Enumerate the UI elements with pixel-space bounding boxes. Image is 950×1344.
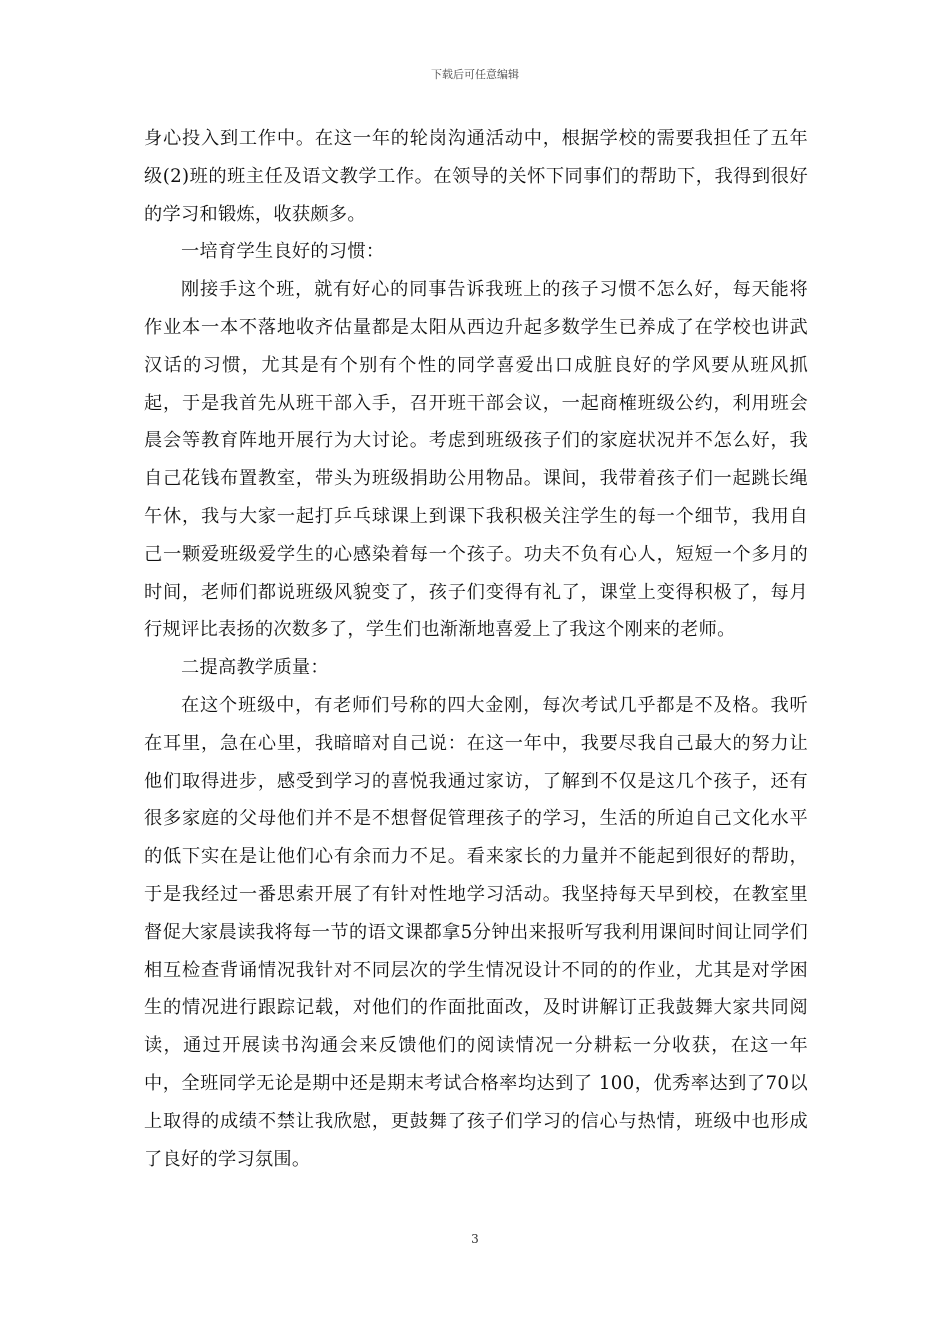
- section-heading: 二提高教学质量：: [181, 657, 329, 679]
- page-header: 下载后可任意编辑: [431, 68, 519, 81]
- document-body: [144, 120, 808, 1178]
- section-heading: 一培育学生良好的习惯：: [181, 241, 385, 263]
- body-paragraph: 刚接手这个班，就有好心的同事告诉我班上的孩子习惯不怎么好，每天能将作业本一本不落地收齐估量都是太阳从西边升起多数学生已养成了在学校也讲武汉话的习惯，尤其是有个别有个性的同学喜爱出口成脏良好的学风要从班风抓起，于是我首先从班干部入手，召开班干部会议，一起商榷班级公约，利用班会晨会等教育阵地开展行为大讨论。考虑到班级孩子们的家庭状况并不怎么好，我自己花钱布置教室，带头为班级捐助公用物品。课间，我带着孩子们一起跳长绳午休，我与大家一起打乒乓球课上到课下我积极关注学生的每一个细节，我用自己一颗爱班级爱学生的心感染着每一个孩子。功夫不负有心人，短短一个多月的时间，老师们都说班级风貌变了，孩子们变得有礼了，课堂上变得积极了，每月行规评比表扬的次数多了，学生们也渐渐地喜爱上了我这个刚来的老师。: [144, 279, 808, 641]
- page-number: 3: [471, 1232, 479, 1246]
- body-paragraph: 身心投入到工作中。在这一年的轮岗沟通活动中，根据学校的需要我担任了五年级(2)班的班主任及语文教学工作。在领导的关怀下同事们的帮助下，我得到很好的学习和锻炼，收获颇多。: [144, 128, 808, 225]
- body-paragraph: 在这个班级中，有老师们号称的四大金刚，每次考试几乎都是不及格。我听在耳里，急在心里，我暗暗对自己说：在这一年中，我要尽我自己最大的努力让他们取得进步，感受到学习的喜悦我通过家访，了解到不仅是这几个孩子，还有很多家庭的父母他们并不是不想督促管理孩子的学习，生活的所迫自己文化水平的低下实在是让他们心有余而力不足。看来家长的力量并不能起到很好的帮助，于是我经过一番思索开展了有针对性地学习活动。我坚持每天早到校，在教室里督促大家晨读我将每一节的语文课都拿5分钟出来报听写我利用课间时间让同学们相互检查背诵情况我针对不同层次的学生情况设计不同的的作业，尤其是对学困生的情况进行跟踪记载，对他们的作面批面改，及时讲解订正我鼓舞大家共同阅读，通过开展读书沟通会来反馈他们的阅读情况一分耕耘一分收获，在这一年中，全班同学无论是期中还是期末考试合格率均达到了 100，优秀率达到了70以上取得的成绩不禁让我欣慰，更鼓舞了孩子们学习的信心与热情，班级中也形成了良好的学习氛围。: [144, 694, 808, 1170]
